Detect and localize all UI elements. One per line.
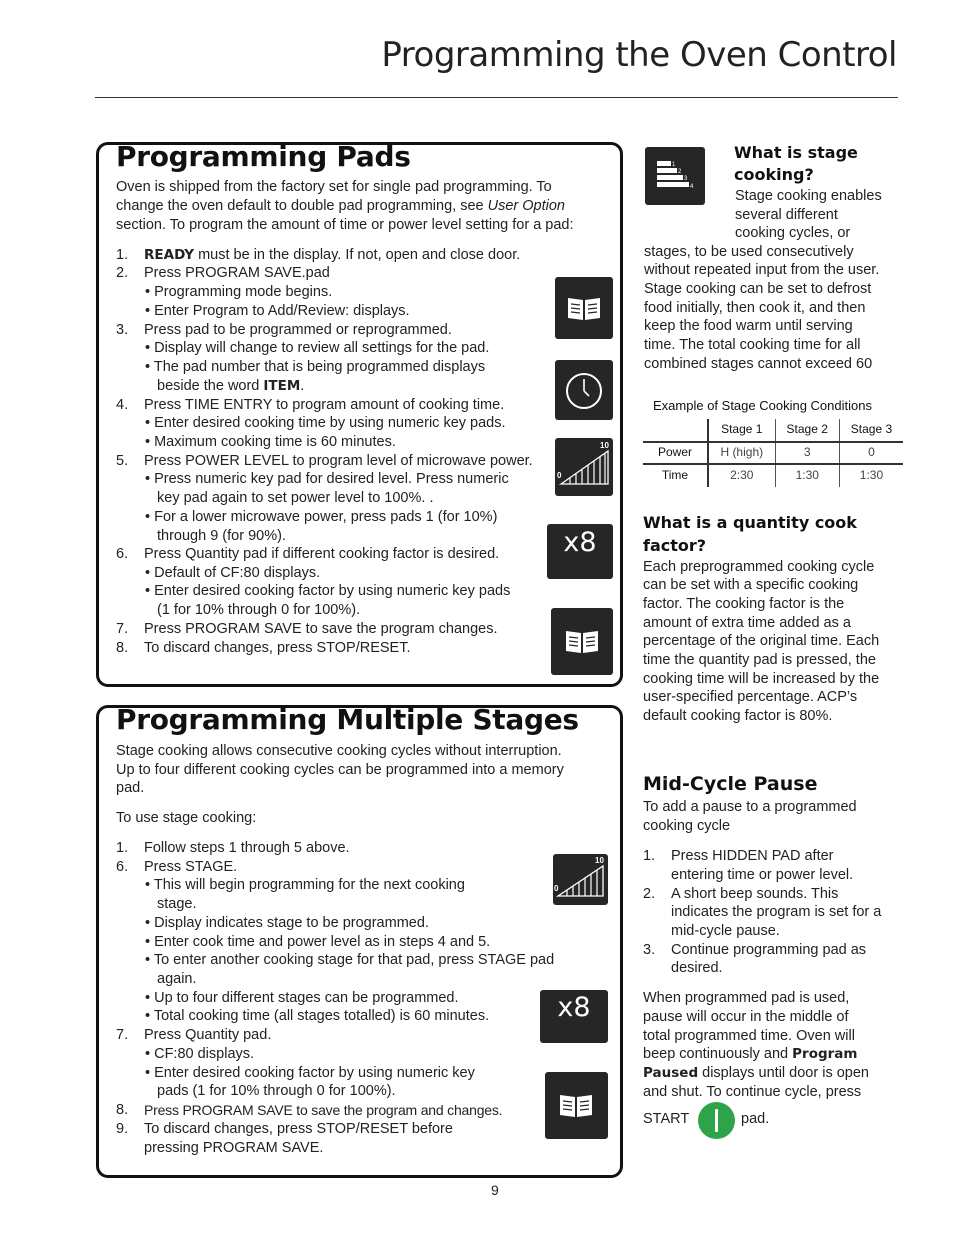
step-number: 3. — [116, 322, 129, 338]
mid-cycle-pause-heading: Mid-Cycle Pause — [643, 773, 818, 795]
quantity-factor-text: Each preprogrammed cooking cycle — [643, 559, 875, 575]
bullet-text: • Press numeric key pad for desired level. Press numeric — [145, 471, 509, 487]
pad-label: pad. — [741, 1111, 770, 1127]
stage-cooking-text: combined stages cannot exceed 60 — [644, 356, 873, 372]
step-text: Press STAGE. — [144, 859, 238, 875]
quantity-factor-text: percentage of the original time. Each — [643, 633, 880, 649]
bullet-text: • Display indicates stage to be programmed. — [145, 915, 429, 931]
step-text: To discard changes, press STOP/RESET. — [144, 640, 411, 656]
stage-steps-icon — [645, 147, 705, 205]
stage-number-label: 1 — [672, 162, 676, 168]
table-row — [643, 464, 903, 487]
quantity-x8-icon — [547, 524, 613, 579]
step-text: Press PROGRAM SAVE to save the program changes. — [144, 621, 498, 637]
step-text: entering time or power level. — [671, 867, 854, 883]
program-paused-keyword: Paused — [643, 1065, 699, 1081]
page-title: Programming the Oven Control — [381, 35, 897, 75]
step-text: Press PROGRAM SAVE to save the program and changes. — [144, 1102, 503, 1118]
stage-table-caption: Example of Stage Cooking Conditions — [653, 398, 872, 413]
table-row — [643, 442, 903, 465]
step-number: 6. — [116, 859, 129, 875]
step-number: 8. — [116, 1102, 129, 1118]
mid-cycle-text: When programmed pad is used, — [643, 990, 850, 1006]
step-number: 7. — [116, 1027, 129, 1043]
stage-cooking-heading: What is stage — [734, 143, 858, 162]
table-cell: 2:30 — [708, 464, 775, 487]
bullet-text: pads (1 for 10% through 0 for 100%). — [157, 1083, 396, 1099]
mid-cycle-text: total programmed time. Oven will — [643, 1028, 855, 1044]
mid-cycle-text: pause will occur in the middle of — [643, 1009, 849, 1025]
bullet-text: • This will begin programming for the next cooking — [145, 877, 465, 893]
quantity-factor-text: factor. The cooking factor is the — [643, 596, 845, 612]
step-text: indicates the program is set for a — [671, 904, 882, 920]
table-cell: 1:30 — [775, 464, 839, 487]
item-keyword: ITEM — [263, 378, 301, 394]
time-entry-clock-icon — [555, 360, 613, 420]
step-number: 8. — [116, 640, 129, 656]
stage-cooking-text: keep the food warm until serving — [644, 318, 853, 334]
power-max-label: 10 — [595, 856, 604, 865]
power-level-bars-icon — [555, 438, 613, 496]
step-text: Follow steps 1 through 5 above. — [144, 840, 350, 856]
table-header-cell: Stage 2 — [775, 419, 839, 442]
stage-cooking-text: without repeated input from the user. — [644, 262, 880, 278]
quantity-factor-heading: factor? — [643, 536, 707, 555]
bullet-text: • For a lower microwave power, press pads 1 (for 10%) — [145, 509, 498, 525]
stage-cooking-table — [643, 419, 903, 487]
step-number: 4. — [116, 397, 129, 413]
table-header-cell: Stage 3 — [839, 419, 903, 442]
bullet-text: (1 for 10% through 0 for 100%). — [157, 602, 361, 618]
step-number: 1. — [116, 840, 129, 856]
step-number: 7. — [116, 621, 129, 637]
bullet-text: • Default of CF:80 displays. — [145, 565, 321, 581]
stage-bars-icon — [553, 854, 608, 905]
program-paused-keyword: Program — [792, 1046, 858, 1062]
step-text: Press Quantity pad. — [144, 1027, 272, 1043]
title-rule — [95, 97, 898, 98]
bullet-text: • Maximum cooking time is 60 minutes. — [145, 434, 396, 450]
stage-cooking-text: several different — [735, 207, 838, 223]
stage-number-label: 3 — [684, 176, 688, 182]
ready-keyword: READY — [144, 247, 195, 263]
quantity-factor-text: cooking time will be increased by the — [643, 671, 880, 687]
bullet-text: • Up to four different stages can be programmed. — [145, 990, 459, 1006]
quantity-x8-label: x8 — [563, 527, 597, 558]
user-option-ref: User Option — [487, 198, 565, 214]
stage-number-label: 4 — [690, 184, 694, 190]
bullet-text: beside the word ITEM. — [157, 378, 305, 394]
table-cell: 3 — [775, 442, 839, 465]
step-text: Press TIME ENTRY to program amount of cooking time. — [144, 397, 505, 413]
step-text: pressing PROGRAM SAVE. — [144, 1140, 324, 1156]
programming-pads-heading: Programming Pads — [116, 140, 411, 173]
stage-cooking-text: Stage cooking enables — [735, 188, 882, 204]
stage-cooking-text: Stage cooking can be set to defrost — [644, 281, 872, 297]
stage-number-label: 2 — [678, 169, 682, 175]
stage-cooking-heading: cooking? — [734, 165, 814, 184]
mid-cycle-text: To add a pause to a programmed — [643, 799, 857, 815]
bullet-text: • The pad number that is being programmed displays — [145, 359, 486, 375]
intro-line: Stage cooking allows consecutive cooking cycles without interruption. — [116, 743, 562, 759]
table-header-cell — [643, 419, 708, 442]
stage-cooking-text: time. The total cooking time for all — [644, 337, 861, 353]
quantity-factor-heading: What is a quantity cook — [643, 513, 857, 532]
program-save-book-icon — [555, 277, 613, 339]
step-text: READY must be in the display. If not, open and close door. — [144, 247, 521, 263]
step-text: mid-cycle pause. — [671, 923, 780, 939]
table-header-cell: Stage 1 — [708, 419, 775, 442]
table-cell: 1:30 — [859, 468, 884, 483]
step-text: Continue programming pad as — [671, 942, 867, 958]
step-number: 5. — [116, 453, 129, 469]
table-cell: 0 — [839, 442, 903, 465]
start-pad-icon — [698, 1102, 735, 1139]
mid-cycle-text: and shut. To continue cycle, press — [643, 1084, 862, 1100]
start-label: START — [643, 1111, 690, 1127]
quantity-x8-icon — [540, 990, 608, 1043]
program-save-book-icon — [545, 1072, 608, 1139]
step-number: 9. — [116, 1121, 129, 1137]
intro-line: Up to four different cooking cycles can be programmed into a memory — [116, 762, 564, 778]
bullet-text: again. — [157, 971, 197, 987]
step-text: desired. — [671, 960, 723, 976]
step-text: Press Quantity pad if different cooking factor is desired. — [144, 546, 500, 562]
bullet-text: through 9 (for 90%). — [157, 528, 286, 544]
bullet-text: • Enter desired cooking factor by using numeric key pads — [145, 583, 511, 599]
power-min-label: 0 — [554, 884, 559, 893]
power-min-label: 0 — [557, 471, 562, 480]
step-text: To discard changes, press STOP/RESET before — [144, 1121, 453, 1137]
page-number: 9 — [491, 1182, 499, 1198]
step-number: 3. — [643, 942, 656, 958]
intro-line: Oven is shipped from the factory set for single pad programming. To — [116, 179, 552, 195]
step-number: 2. — [116, 265, 129, 281]
stage-cooking-text: cooking cycles, or — [735, 225, 851, 241]
step-number: 1. — [643, 848, 656, 864]
quantity-x8-label: x8 — [557, 992, 591, 1023]
mid-cycle-text: beep continuously and Program — [643, 1046, 858, 1062]
mid-cycle-text: cooking cycle — [643, 818, 731, 834]
bullet-text: • CF:80 displays. — [145, 1046, 255, 1062]
bullet-text: key pad again to set power level to 100%. . — [157, 490, 434, 506]
bullet-text: • Enter Program to Add/Review: displays. — [145, 303, 410, 319]
bullet-text: • Programming mode begins. — [145, 284, 333, 300]
intro-line: pad. — [116, 780, 145, 796]
programming-pads-box — [96, 142, 623, 687]
quantity-factor-text: can be set with a specific cooking — [643, 577, 859, 593]
step-text: A short beep sounds. This — [671, 886, 839, 902]
table-cell: Power — [643, 442, 708, 465]
bullet-text: • Total cooking time (all stages totalled) is 60 minutes. — [145, 1008, 490, 1024]
quantity-factor-text: amount of extra time added as a — [643, 615, 851, 631]
bullet-text: stage. — [157, 896, 197, 912]
bullet-text: • Enter desired cooking time by using numeric key pads. — [145, 415, 506, 431]
step-text: Press HIDDEN PAD after — [671, 848, 834, 864]
step-number: 2. — [643, 886, 656, 902]
program-save-book-icon — [551, 608, 613, 675]
quantity-factor-text: time the quantity pad is pressed, the — [643, 652, 876, 668]
programming-multiple-stages-box — [96, 705, 623, 1178]
intro-line: change the oven default to double pad programming, see User Option — [116, 198, 565, 214]
stage-cooking-text: food initially, then cook it, and then — [644, 300, 866, 316]
table-cell: Time — [643, 464, 708, 487]
intro-line: section. To program the amount of time or power level setting for a pad: — [116, 217, 574, 233]
stage-cooking-text: stages, to be used consecutively — [644, 244, 854, 260]
step-text: Press pad to be programmed or reprogrammed. — [144, 322, 452, 338]
step-number: 1. — [116, 247, 129, 263]
step-number: 6. — [116, 546, 129, 562]
power-max-label: 10 — [600, 441, 609, 450]
quantity-factor-text: default cooking factor is 80%. — [643, 708, 833, 724]
bullet-text: • Display will change to review all settings for the pad. — [145, 340, 490, 356]
table-cell: H (high) — [708, 442, 775, 465]
bullet-text: • Enter cook time and power level as in steps 4 and 5. — [145, 934, 491, 950]
multiple-stages-heading: Programming Multiple Stages — [116, 703, 579, 736]
mid-cycle-text: Paused displays until door is open — [643, 1065, 869, 1081]
quantity-factor-text: user-specified percentage. ACP’s — [643, 689, 858, 705]
bullet-text: • To enter another cooking stage for that pad, press STAGE pad — [145, 952, 555, 968]
step-text: Press POWER LEVEL to program level of microwave power. — [144, 453, 533, 469]
intro-line: To use stage cooking: — [116, 810, 257, 826]
step-text: Press PROGRAM SAVE.pad — [144, 265, 330, 281]
bullet-text: • Enter desired cooking factor by using numeric key — [145, 1065, 475, 1081]
